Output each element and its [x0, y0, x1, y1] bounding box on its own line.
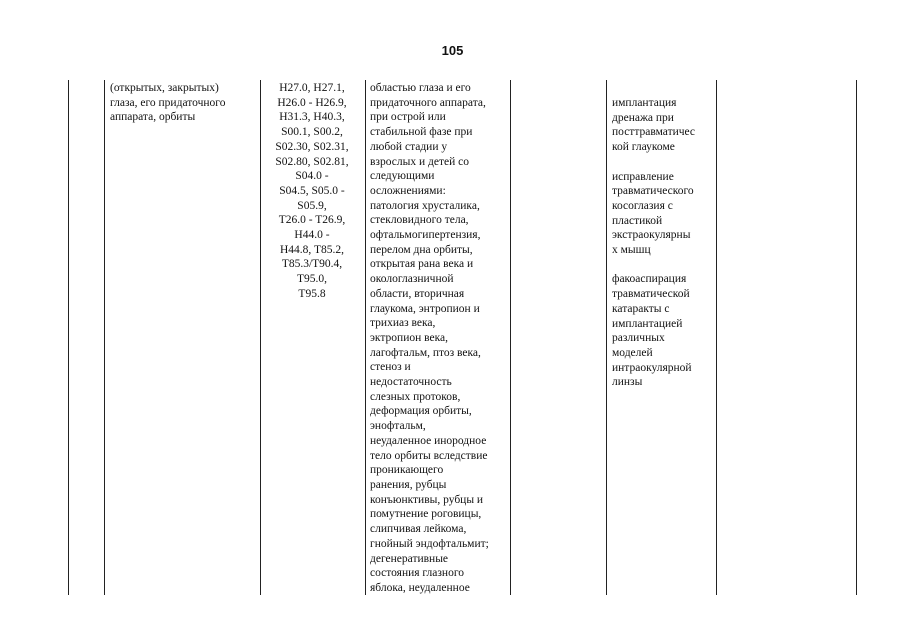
- code-line: T95.0,: [296, 273, 328, 286]
- method-line: имплантацией: [612, 317, 683, 330]
- code-line: T95.8: [298, 287, 326, 300]
- method-line: травматического: [612, 185, 694, 198]
- code-line: H44.8, T85.2,: [280, 243, 344, 256]
- method-line: пластикой: [612, 214, 663, 227]
- description-line: проникающего: [370, 464, 444, 477]
- description-line: стабильной фазе при: [370, 126, 473, 139]
- title-cell: [110, 81, 260, 125]
- description-line: трихиаз века,: [370, 317, 436, 330]
- description-line: стеноз и: [370, 361, 411, 374]
- table-border-right: [856, 80, 857, 595]
- method-line: линзы: [612, 376, 643, 389]
- method-line: х мышц: [612, 244, 651, 257]
- code-line: H31.3, H40.3,: [279, 111, 345, 124]
- table-border-col5: [606, 80, 607, 595]
- code-line: H44.0 -: [294, 229, 330, 242]
- code-line: T85.3/T90.4,: [281, 258, 343, 271]
- description-line: слезных протоков,: [370, 390, 461, 403]
- code-line: S04.0 -: [295, 170, 329, 183]
- description-line: ранения, рубцы: [370, 478, 447, 491]
- table-border-col1: [104, 80, 105, 595]
- code-line: S02.30, S02.31,: [275, 140, 349, 153]
- description-line: недостаточность: [370, 376, 452, 389]
- description-line: придаточного аппарата,: [370, 96, 486, 109]
- method-line: моделей: [612, 346, 653, 359]
- description-line: областью глаза и его: [370, 82, 471, 94]
- description-line: окологлазничной: [370, 273, 454, 286]
- method-line: исправление: [612, 170, 674, 183]
- method-line: различных: [612, 332, 665, 345]
- code-line: T26.0 - T26.9,: [278, 214, 346, 227]
- spacer: [612, 258, 712, 273]
- description-line: тело орбиты вследствие: [370, 449, 488, 462]
- description-line: неудаленное инородное: [370, 434, 487, 447]
- codes-cell: [262, 81, 362, 302]
- description-line: лагофтальм, птоз века,: [370, 346, 481, 359]
- methods-cell: [612, 96, 712, 390]
- description-line: эктропион века,: [370, 331, 448, 344]
- description-line: патология хрусталика,: [370, 199, 480, 212]
- table-border-left: [68, 80, 69, 595]
- page-number: 105: [441, 43, 464, 58]
- table-border-col4: [510, 80, 511, 595]
- code-line: S02.80, S02.81,: [275, 155, 349, 168]
- method-line: травматической: [612, 288, 690, 301]
- code-line: S00.1, S00.2,: [281, 126, 343, 139]
- method-line: посттравматичес: [612, 126, 696, 139]
- description-line: гнойный эндофтальмит;: [370, 537, 489, 550]
- description-line: стекловидного тела,: [370, 214, 469, 227]
- description-line: области, вторичная: [370, 287, 465, 300]
- method-line: катаракты с: [612, 302, 670, 315]
- description-cell: [370, 81, 510, 596]
- description-line: следующими: [370, 170, 435, 183]
- description-line: открытая рана века и: [370, 258, 474, 271]
- table-border-col3: [365, 80, 366, 595]
- description-line: любой стадии у: [370, 140, 448, 153]
- description-line: глаукома, энтропион и: [370, 302, 480, 315]
- description-line: при острой или: [370, 111, 446, 124]
- description-line: взрослых и детей со: [370, 155, 469, 168]
- spacer: [612, 155, 712, 170]
- table-border-col6: [716, 80, 717, 595]
- description-line: дегенеративные: [370, 552, 449, 565]
- description-line: осложнениями:: [370, 184, 446, 197]
- title-line: аппарата, орбиты: [110, 111, 196, 124]
- description-line: деформация орбиты,: [370, 405, 472, 418]
- description-line: конъюнктивы, рубцы и: [370, 493, 484, 506]
- method-line: интраокулярной: [612, 361, 692, 374]
- table-border-col2: [260, 80, 261, 595]
- method-line: факоаспирация: [612, 273, 687, 286]
- description-line: яблока, неудаленное: [370, 581, 470, 594]
- description-line: слипчивая лейкома,: [370, 523, 467, 536]
- method-line: экстраокулярны: [612, 229, 691, 242]
- title-line: глаза, его придаточного: [110, 96, 226, 109]
- description-line: помутнение роговицы,: [370, 508, 482, 521]
- description-line: офтальмогипертензия,: [370, 229, 481, 242]
- description-line: состояния глазного: [370, 567, 465, 580]
- method-line: имплантация: [612, 97, 677, 109]
- method-line: кой глаукоме: [612, 141, 675, 154]
- code-line: S05.9,: [297, 199, 327, 212]
- method-line: косоглазия с: [612, 199, 673, 212]
- code-line: H27.0, H27.1,: [279, 82, 345, 94]
- code-line: H26.0 - H26.9,: [277, 96, 347, 109]
- code-line: S04.5, S05.0 -: [279, 184, 345, 197]
- title-line: (открытых, закрытых): [110, 82, 219, 94]
- method-line: дренажа при: [612, 111, 674, 124]
- description-line: перелом дна орбиты,: [370, 243, 473, 256]
- description-line: энофтальм,: [370, 420, 426, 433]
